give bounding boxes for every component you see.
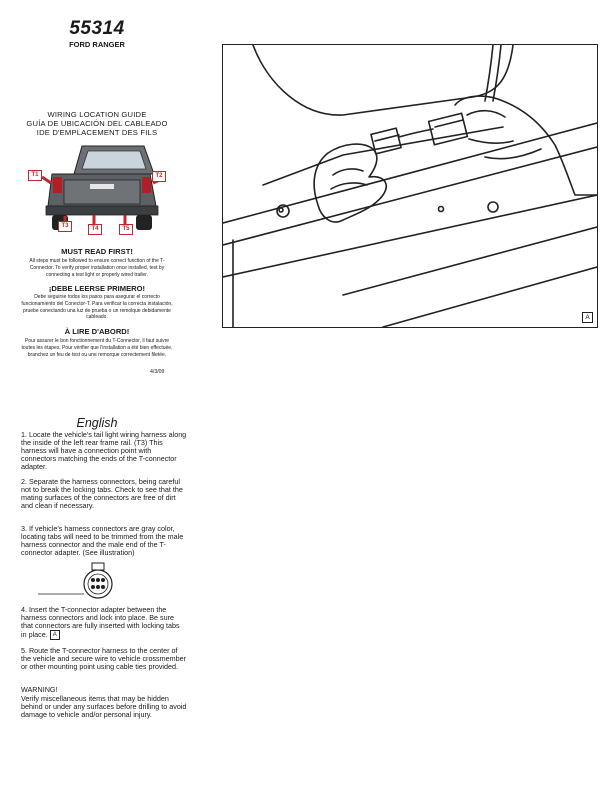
warning-body-es: Debe seguirse todos los pasos para asegurar el correcto funcionamiento del Conector-T. Para verificar la correcta instalación, pruebe conectando una luz de prueba o un remolque debidamente cableado. — [21, 294, 173, 321]
warning-body-en: All steps must be followed to ensure correct function of the T-Connector. To verify proper installation once installed, test by connecting a test light or properly wired trailer. — [29, 258, 165, 278]
guide-title-fr: IDE D'EMPLACEMENT DES FILS — [36, 128, 158, 137]
callout-t3: T3 — [58, 221, 72, 232]
warning-head-english: WARNING! — [21, 685, 58, 694]
truck-icon — [22, 136, 182, 240]
guide-title-en: WIRING LOCATION GUIDE — [47, 110, 147, 119]
warning-head-es: ¡DEBE LEERSE PRIMERO! — [48, 284, 146, 293]
hands-connecting-harness-icon — [223, 45, 597, 327]
part-number: 55314 — [69, 18, 125, 39]
warning-head-fr: À LIRE D'ABORD! — [64, 327, 130, 336]
callout-t2: T2 — [152, 171, 166, 182]
english-heading: English — [76, 416, 118, 430]
callout-t1: T1 — [28, 170, 42, 181]
vehicle-name: FORD RANGER — [69, 40, 125, 49]
guide-title-es: GUÍA DE UBICACIÓN DEL CABLEADO — [26, 119, 168, 128]
callout-t4: T4 — [88, 224, 102, 235]
truck-rear-illustration — [22, 136, 182, 240]
connector-trim-illustration — [38, 562, 126, 602]
step-3: 3. If vehicle's harness connectors are gray color, locating tabs will need to be trimmed from the male harness connector and the male end of the T-connector adapter. (See illustration) — [21, 524, 184, 557]
step-1: 1. Locate the vehicle's tail light wiring harness along the inside of the left rear frame rail. (T3) This harness will have a connection point with connectors matching the ends of the T-connector adapter. — [21, 430, 187, 471]
step-4 — [21, 606, 187, 640]
warning-body-english: Verify miscellaneous items that may be hidden behind or under any surfaces before drilling to avoid damage to vehicle and/or personal injury. — [21, 694, 187, 719]
warning-head-en: MUST READ FIRST! — [61, 247, 133, 256]
installation-photo-a — [222, 44, 598, 328]
connector-icon — [38, 562, 126, 602]
step-2: 2. Separate the harness connectors, being careful not to break the locking tabs. Check to see that the mating surfaces of the connectors are free of dirt and clean if necessary. — [21, 477, 183, 510]
warning-body-fr: Pour assurer le bon fonctionnement du T-Connector, il faut suivre toutes les étapes. Pour vérifier que l'installation a été bien effectuée, branchez un feu de test ou une remorque correctement filetée. — [21, 338, 173, 358]
figure-ref-a: A — [50, 630, 60, 640]
revision-date: 4/3/09 — [150, 369, 165, 375]
step-5: 5. Route the T-connector harness to the center of the vehicle and secure wire to vehicle crossmember or other mounting point using cable ties provided. — [21, 646, 186, 671]
photo-label: A — [582, 312, 593, 323]
step-4-text: 4. Insert the T-connector adapter between the harness connectors and lock into place. Be sure that connectors are fully inserted with locking tabs in place. — [21, 605, 180, 639]
callout-t5: T5 — [119, 224, 133, 235]
wiring-guide-titles — [0, 110, 194, 137]
